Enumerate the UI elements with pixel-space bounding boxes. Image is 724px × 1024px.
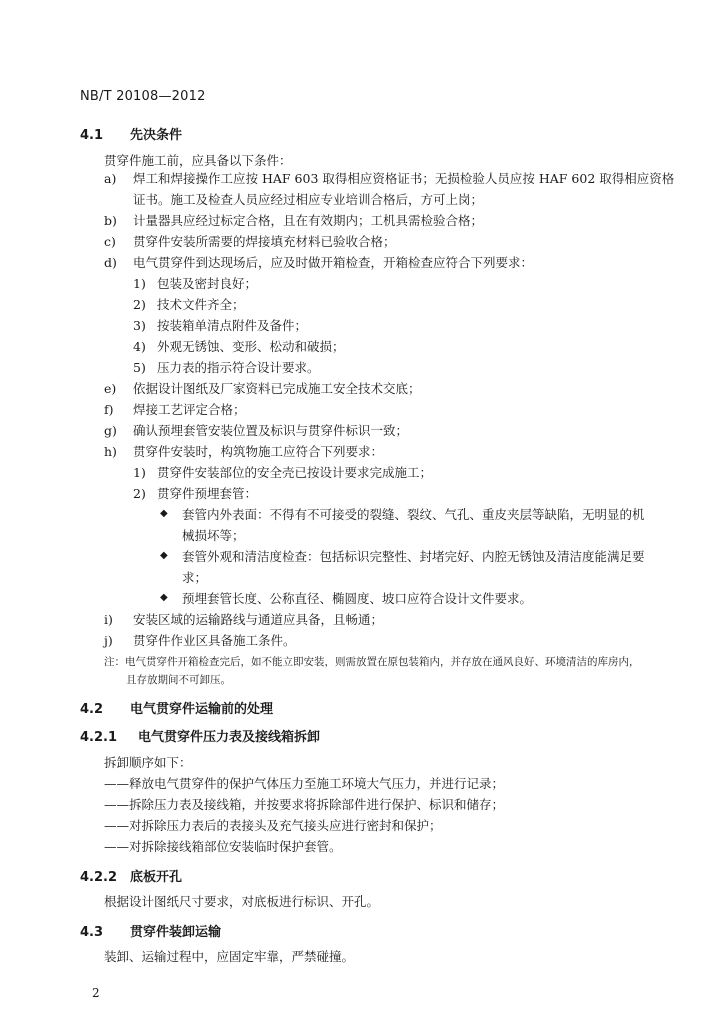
sublist-item-d5: 压力表的指示符合设计要求。 [157, 360, 320, 375]
sublist-label-h2: 2) [133, 486, 146, 501]
heading-4-3 [80, 921, 221, 940]
list-item-h: 贯穿件安装时，构筑物施工应符合下列要求： [133, 444, 384, 459]
list-item-e: 依据设计图纸及厂家资料已完成施工安全技术交底； [133, 381, 421, 396]
list-item-a-line1: 焊工和焊接操作工应按 HAF 603 取得相应资格证书；无损检验人员应按 HAF 602 取得相应资格 [133, 171, 675, 186]
list-label-h: h) [104, 444, 117, 459]
sublist-label-d5: 5) [133, 360, 146, 375]
sublist-item-h2: 贯穿件预埋套管： [157, 486, 258, 501]
paragraph-removal-intro: 拆卸顺序如下： [104, 755, 192, 770]
sublist-item-d3: 按装箱单清点附件及备件； [157, 318, 308, 333]
section-title: 贯穿件装卸运输 [130, 925, 222, 940]
list-label-c: c) [104, 234, 116, 249]
section-number: 4.3 [80, 925, 104, 940]
note-line1: 注：电气贯穿件开箱检查完后，如不能立即安装，则需放置在原包装箱内，并存放在通风良好、环境清洁的库房内， [104, 656, 640, 668]
paragraph-intro: 贯穿件施工前，应具备以下条件： [104, 153, 292, 168]
diamond-bullet-icon: ◆ [160, 508, 168, 519]
heading-4-2-2 [80, 866, 182, 885]
section-number: 4.2 [80, 702, 104, 717]
heading-4-2 [80, 698, 273, 717]
list-item-b: 计量器具应经过标定合格，且在有效期内；工机具需检验合格； [133, 213, 484, 228]
list-label-g: g) [104, 423, 117, 438]
heading-4-1 [80, 124, 182, 143]
diamond-bullet-icon: ◆ [160, 592, 168, 603]
list-item-j: 贯穿件作业区具备施工条件。 [133, 633, 296, 648]
list-item-c: 贯穿件安装所需要的焊接填充材料已验收合格； [133, 234, 396, 249]
section-number: 4.1 [80, 128, 104, 143]
dash-item-3: ——对拆除压力表后的表接头及充气接头应进行密封和保护； [104, 818, 442, 833]
sublist-label-d3: 3) [133, 318, 146, 333]
sublist-label-d4: 4) [133, 339, 146, 354]
bullet-item-2-line1: 套管外观和清洁度检查：包括标识完整性、封堵完好、内腔无锈蚀及清洁度能满足要 [182, 549, 645, 564]
list-label-a: a) [104, 171, 117, 186]
note-line2: 且存放期间不可卸压。 [126, 674, 231, 686]
sublist-label-d2: 2) [133, 297, 146, 312]
section-title: 底板开孔 [130, 870, 183, 885]
sublist-item-d2: 技术文件齐全； [157, 297, 245, 312]
list-label-i: i) [104, 612, 113, 627]
sublist-item-d4: 外观无锈蚀、变形、松动和破损； [157, 339, 345, 354]
section-number: 4.2.2 [80, 870, 118, 885]
paragraph-transport: 装卸、运输过程中，应固定牢靠，严禁碰撞。 [104, 949, 355, 964]
section-title: 先决条件 [130, 128, 183, 143]
dash-item-4: ——对拆除接线箱部位安装临时保护套管。 [104, 839, 342, 854]
paragraph-baseplate: 根据设计图纸尺寸要求，对底板进行标识、开孔。 [104, 894, 380, 909]
bullet-item-2-line2: 求； [182, 570, 208, 585]
dash-item-1: ——释放电气贯穿件的保护气体压力至施工环境大气压力，并进行记录； [104, 776, 505, 791]
sublist-item-h1: 贯穿件安装部位的安全壳已按设计要求完成施工； [157, 465, 433, 480]
section-number: 4.2.1 [80, 730, 118, 745]
standard-code: NB/T 20108—2012 [80, 89, 206, 104]
bullet-item-1-line2: 械损坏等； [182, 528, 245, 543]
section-title: 电气贯穿件运输前的处理 [130, 702, 274, 717]
heading-4-2-1 [80, 726, 320, 745]
list-item-f: 焊接工艺评定合格； [133, 402, 246, 417]
bullet-item-1-line1: 套管内外表面：不得有不可接受的裂缝、裂纹、气孔、重皮夹层等缺陷，无明显的机 [182, 507, 645, 522]
list-item-a-line2: 证书。施工及检查人员应经过相应专业培训合格后，方可上岗； [133, 192, 484, 207]
sublist-label-h1: 1) [133, 465, 146, 480]
list-label-f: f) [104, 402, 114, 417]
list-label-e: e) [104, 381, 117, 396]
dash-item-2: ——拆除压力表及接线箱，并按要求将拆除部件进行保护、标识和储存； [104, 797, 505, 812]
sublist-label-d1: 1) [133, 276, 146, 291]
list-label-j: j) [104, 633, 113, 648]
bullet-item-3: 预埋套管长度、公称直径、椭圆度、坡口应符合设计文件要求。 [182, 591, 533, 606]
diamond-bullet-icon: ◆ [160, 550, 168, 561]
section-title: 电气贯穿件压力表及接线箱拆卸 [138, 730, 321, 745]
list-label-b: b) [104, 213, 117, 228]
list-item-i: 安装区域的运输路线与通道应具备，且畅通； [133, 612, 384, 627]
list-item-g: 确认预埋套管安装位置及标识与贯穿件标识一致； [133, 423, 409, 438]
page-number: 2 [92, 986, 100, 1000]
sublist-item-d1: 包装及密封良好； [157, 276, 258, 291]
list-label-d: d) [104, 255, 117, 270]
list-item-d: 电气贯穿件到达现场后，应及时做开箱检查，开箱检查应符合下列要求： [133, 255, 534, 270]
